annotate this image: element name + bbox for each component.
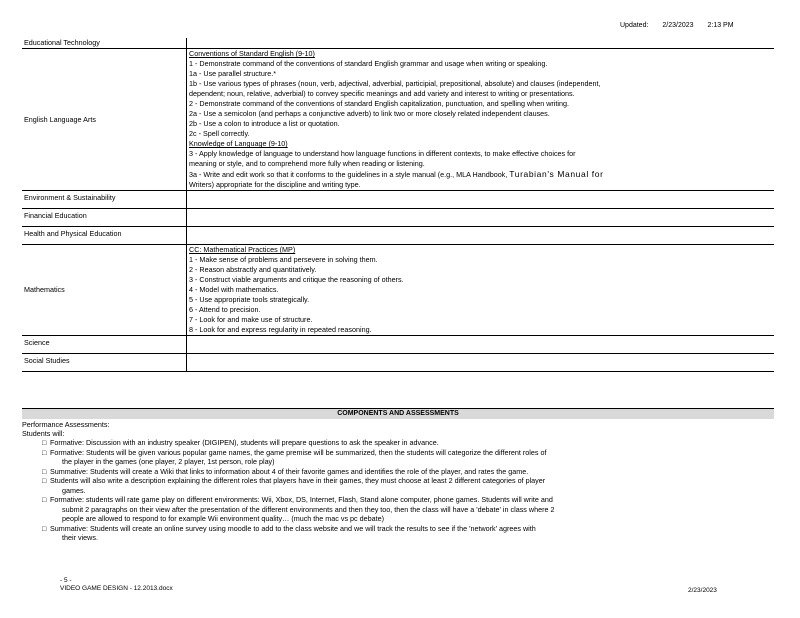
standard-heading: Conventions of Standard English (9-10): [189, 49, 315, 58]
standard-line: 1a - Use parallel structure.*: [189, 69, 277, 78]
document-name: VIDEO GAME DESIGN - 12.2013.docx: [60, 585, 173, 592]
standard-line: 2a - Use a semicolon (and perhaps a conjunctive adverb) to link two or more closely related independent clauses.: [189, 109, 550, 118]
checkbox-bullet-icon: □: [42, 476, 47, 485]
subject-cell: Financial Education: [22, 209, 187, 227]
row-science: [22, 336, 774, 354]
item-continuation: [50, 514, 774, 524]
standard-line: 5 - Use appropriate tools strategically.: [189, 295, 310, 304]
subject-cell: Mathematics: [22, 245, 187, 336]
content-cell: [187, 49, 775, 191]
subject-cell: Environment & Sustainability: [22, 191, 187, 209]
list-item: [22, 476, 774, 495]
standard-line: meaning or style, and to comprehend more fully when reading or listening.: [189, 159, 425, 168]
standard-line: 1b - Use various types of phrases (noun, verb, adjectival, adverbial, participial, prepositional, absolute) and clauses (independent,: [189, 79, 601, 88]
components-header: COMPONENTS AND ASSESSMENTS: [22, 408, 774, 419]
standard-line: 2 - Demonstrate command of the conventions of standard English capitalization, punctuation, and spelling when writing.: [189, 99, 569, 108]
row-social-studies: [22, 354, 774, 372]
item-continuation: their views.: [62, 533, 98, 542]
item-continuation-text: people are allowed to respond to for example Wii environment quality… (much the mac vs pc debate): [62, 514, 385, 523]
content-cell: [187, 38, 775, 49]
content-cell: [187, 191, 775, 209]
standard-line: [189, 169, 772, 180]
page-number: - 5 -: [60, 577, 72, 584]
list-item: [22, 524, 774, 543]
row-environment: [22, 191, 774, 209]
list-item: [22, 448, 774, 467]
standard-heading: CC: Mathematical Practices (MP): [189, 245, 296, 254]
checkbox-bullet-icon: □: [42, 466, 47, 476]
subject-cell: Educational Technology: [24, 38, 100, 47]
subject-cell: Science: [22, 336, 187, 354]
item-text: Formative: Discussion with an industry speaker (DIGIPEN), students will prepare questions to ask the speaker in advance.: [50, 438, 439, 447]
row-mathematics: [22, 245, 774, 336]
checkbox-bullet-icon: □: [42, 495, 47, 504]
content-cell: [187, 354, 775, 372]
item-text: Formative: Students will be given various popular game names, the game premise will be summarized, then the students will categorize the different roles of: [50, 447, 547, 457]
row-english-language-arts: [22, 49, 774, 191]
updated-stamp: [620, 21, 746, 31]
updated-label: Updated:: [620, 22, 649, 29]
standard-line: 7 - Look for and make use of structure.: [189, 315, 313, 324]
row-educational-technology: [22, 38, 774, 49]
standards-table: [22, 38, 774, 372]
list-item: [22, 438, 774, 448]
item-continuation: the player in the games (one player, 2 player, 1st person, role play): [62, 457, 275, 466]
standard-line: 1 - Demonstrate command of the conventions of standard English grammar and usage when writing or speaking.: [189, 59, 548, 68]
assessments-intro: Students will:: [22, 429, 65, 438]
checkbox-bullet-icon: □: [42, 438, 47, 447]
content-cell: [187, 209, 775, 227]
subject-cell: English Language Arts: [22, 49, 187, 191]
assessments-header: Performance Assessments:: [22, 420, 110, 429]
standard-line: 3 - Construct viable arguments and critique the reasoning of others.: [189, 275, 404, 284]
content-cell: [187, 227, 775, 245]
row-health-pe: [22, 227, 774, 245]
list-item: [22, 467, 774, 477]
page-footer: [60, 577, 173, 593]
standard-line: 2 - Reason abstractly and quantitatively.: [189, 265, 317, 274]
subject-cell: Health and Physical Education: [22, 227, 187, 245]
content-cell: [187, 336, 775, 354]
item-continuation: games.: [62, 485, 86, 495]
item-text: Summative: Students will create a Wiki that links to information about 4 of their favorite games and identifies the role of the player, and rates the game.: [50, 466, 529, 476]
manual-name: Turabian's Manual for: [509, 169, 604, 179]
list-item: [22, 495, 774, 524]
item-text: Students will also write a description explaining the different roles that players have in their games, they must choose at least 2 different categories of player: [50, 476, 546, 485]
standard-line: 2c - Spell correctly.: [189, 129, 250, 138]
footer-date: 2/23/2023: [688, 587, 717, 594]
content-cell: [187, 245, 775, 336]
updated-date: 2/23/2023: [662, 22, 694, 29]
assessments-section: [22, 420, 774, 543]
standard-line: 3 - Apply knowledge of language to understand how language functions in different contexts, to make effective choices for: [189, 149, 576, 158]
item-text: Formative: students will rate game play on different environments: Wii, Xbox, DS, Internet, Flash, Stand alone computer, phone games. Students will write and: [50, 495, 553, 504]
standard-line: 6 - Attend to precision.: [189, 305, 261, 314]
standard-line: dependent; noun, relative, adverbial) to convey specific meanings and add variety and interest to writing or presentations.: [189, 89, 575, 98]
standard-line: 1 - Make sense of problems and persevere in solving them.: [189, 255, 378, 264]
item-continuation: submit 2 paragraphs on their view after the presentation of the different environments and then they too, then the class will have a 'debate' in class where 2: [62, 504, 555, 514]
standard-line: 4 - Model with mathematics.: [189, 285, 279, 294]
standard-line: 8 - Look for and express regularity in repeated reasoning.: [189, 325, 372, 334]
checkbox-bullet-icon: □: [42, 523, 47, 533]
checkbox-bullet-icon: □: [42, 447, 47, 457]
assessment-list: [22, 438, 774, 543]
standard-line: Writers) appropriate for the discipline and writing type.: [189, 180, 361, 189]
standard-line: 2b - Use a colon to introduce a list or quotation.: [189, 119, 340, 128]
standard-heading: Knowledge of Language (9-10): [189, 139, 288, 148]
subject-cell: Social Studies: [22, 354, 187, 372]
row-financial-education: [22, 209, 774, 227]
updated-time: 2:13 PM: [707, 22, 734, 29]
standard-text: 3a - Write and edit work so that it conforms to the guidelines in a style manual (e.g., MLA Handbook,: [189, 170, 510, 179]
item-text: Summative: Students will create an online survey using moodle to add to the class website and we will track the results to see if the 'network' agrees with: [50, 523, 536, 533]
